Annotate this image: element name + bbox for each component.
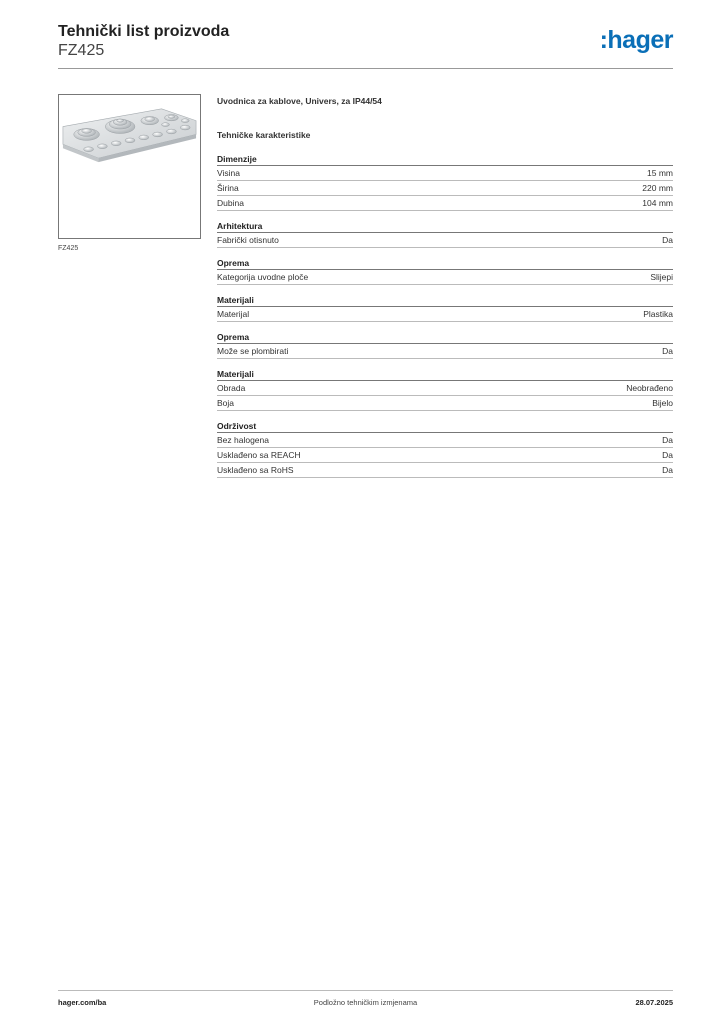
- footer-notice: Podložno tehničkim izmjenama: [313, 998, 418, 1007]
- spec-group: [217, 420, 673, 478]
- spec-row: [217, 166, 673, 181]
- spec-label: Materijal: [217, 309, 250, 319]
- spec-row: [217, 396, 673, 411]
- page-title: Tehnički list proizvoda: [58, 23, 230, 40]
- spec-value: Da: [662, 450, 673, 460]
- spec-label: Širina: [217, 183, 239, 193]
- header: [58, 22, 673, 70]
- product-description: Uvodnica za kablove, Univers, za IP44/54: [217, 96, 382, 106]
- spec-group: [217, 257, 673, 285]
- spec-value: Bijelo: [652, 398, 673, 408]
- spec-group-title: Dimenzije: [217, 153, 673, 166]
- spec-row: [217, 448, 673, 463]
- header-divider: [58, 68, 673, 69]
- product-image: [58, 94, 201, 239]
- spec-row: [217, 463, 673, 478]
- spec-group-title: Oprema: [217, 331, 673, 344]
- spec-label: Visina: [217, 168, 240, 178]
- spec-value: Slijepi: [650, 272, 673, 282]
- image-caption: FZ425: [58, 245, 79, 252]
- hager-logo[interactable]: [600, 26, 673, 54]
- spec-label: Usklađeno sa RoHS: [217, 465, 294, 475]
- spec-value: 15 mm: [647, 168, 673, 178]
- logo-text: hager: [607, 26, 673, 54]
- spec-group-title: Materijali: [217, 368, 673, 381]
- spec-row: [217, 433, 673, 448]
- spec-row: [217, 196, 673, 211]
- spec-label: Kategorija uvodne ploče: [217, 272, 309, 282]
- spec-label: Dubina: [217, 198, 244, 208]
- spec-group: [217, 331, 673, 359]
- spec-label: Bez halogena: [217, 435, 269, 445]
- spec-content: [217, 96, 673, 478]
- spec-label: Može se plombirati: [217, 346, 289, 356]
- spec-value: 220 mm: [642, 183, 673, 193]
- spec-group-title: Materijali: [217, 294, 673, 307]
- spec-row: [217, 181, 673, 196]
- spec-label: Obrada: [217, 383, 246, 393]
- footer-divider: [58, 990, 673, 991]
- spec-value: Da: [662, 465, 673, 475]
- spec-value: Neobrađeno: [626, 383, 673, 393]
- spec-group: [217, 294, 673, 322]
- spec-label: Usklađeno sa REACH: [217, 450, 301, 460]
- footer-website[interactable]: hager.com/ba: [58, 998, 107, 1007]
- spec-value: 104 mm: [642, 198, 673, 208]
- spec-group-title: Oprema: [217, 257, 673, 270]
- spec-row: [217, 344, 673, 359]
- footer: [58, 998, 673, 1010]
- spec-group: [217, 368, 673, 411]
- spec-group: [217, 153, 673, 211]
- section-heading: Tehničke karakteristike: [217, 130, 311, 140]
- spec-label: Boja: [217, 398, 235, 408]
- logo-dots: :: [599, 26, 608, 54]
- spec-group: [217, 220, 673, 248]
- cable-gland-plate-icon: [59, 95, 200, 238]
- footer-date: 28.07.2025: [635, 998, 673, 1007]
- spec-group-title: Arhitektura: [217, 220, 673, 233]
- spec-group-title: Održivost: [217, 420, 673, 433]
- spec-row: [217, 270, 673, 285]
- spec-groups: [217, 153, 673, 478]
- spec-value: Da: [662, 435, 673, 445]
- spec-row: [217, 307, 673, 322]
- spec-value: Da: [662, 346, 673, 356]
- spec-value: Plastika: [643, 309, 673, 319]
- product-code: FZ425: [58, 42, 105, 59]
- spec-row: [217, 233, 673, 248]
- spec-label: Fabrički otisnuto: [217, 235, 279, 245]
- spec-row: [217, 381, 673, 396]
- spec-value: Da: [662, 235, 673, 245]
